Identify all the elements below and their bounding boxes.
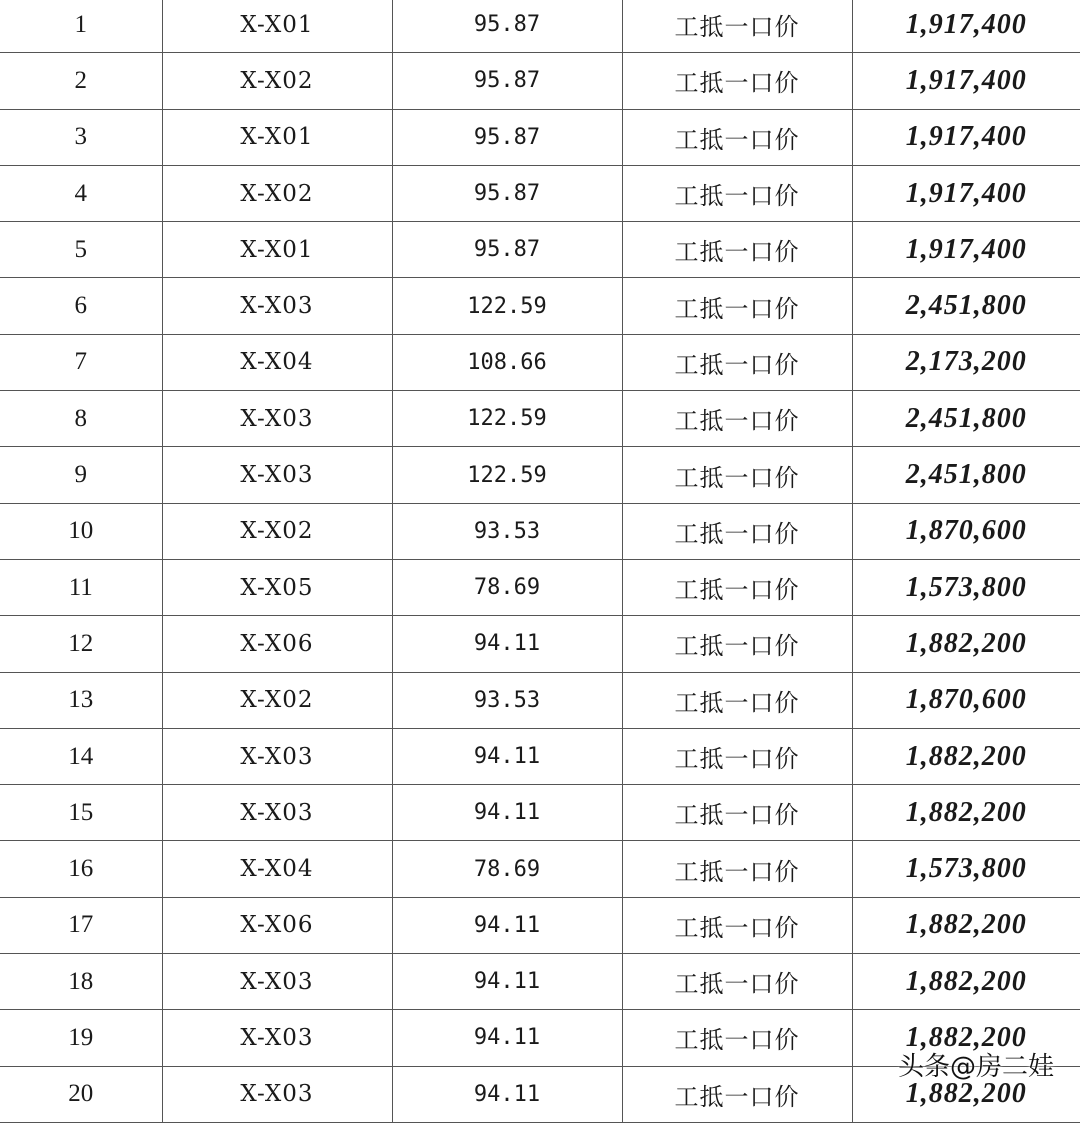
row-number-cell: 11	[0, 559, 162, 615]
sale-type-cell: 工抵一口价	[622, 728, 852, 784]
area-cell: 95.87	[392, 165, 622, 221]
table-row	[0, 334, 1080, 390]
price-cell: 1,917,400	[852, 53, 1080, 109]
price-cell: 1,870,600	[852, 503, 1080, 559]
sale-type-cell: 工抵一口价	[622, 165, 852, 221]
unit-code-cell: X-X06	[162, 616, 392, 672]
price-cell: 1,573,800	[852, 841, 1080, 897]
table-row	[0, 559, 1080, 615]
row-number-cell: 15	[0, 785, 162, 841]
row-number-cell: 6	[0, 278, 162, 334]
price-cell: 1,882,200	[852, 1010, 1080, 1066]
row-number-cell: 1	[0, 0, 162, 53]
table-row	[0, 278, 1080, 334]
area-cell: 108.66	[392, 334, 622, 390]
price-cell: 1,917,400	[852, 165, 1080, 221]
unit-code-cell: X-X02	[162, 503, 392, 559]
sale-type-cell: 工抵一口价	[622, 954, 852, 1010]
area-cell: 95.87	[392, 109, 622, 165]
price-cell: 2,451,800	[852, 391, 1080, 447]
price-cell: 1,882,200	[852, 954, 1080, 1010]
unit-code-cell: X-X06	[162, 897, 392, 953]
unit-code-cell: X-X04	[162, 334, 392, 390]
unit-code-cell: X-X03	[162, 954, 392, 1010]
area-cell: 94.11	[392, 897, 622, 953]
sale-type-cell: 工抵一口价	[622, 616, 852, 672]
row-number-cell: 8	[0, 391, 162, 447]
unit-code-cell: X-X03	[162, 785, 392, 841]
sale-type-cell: 工抵一口价	[622, 109, 852, 165]
unit-code-cell: X-X01	[162, 109, 392, 165]
row-number-cell: 5	[0, 222, 162, 278]
unit-code-cell: X-X01	[162, 0, 392, 53]
table-row	[0, 503, 1080, 559]
area-cell: 95.87	[392, 53, 622, 109]
row-number-cell: 13	[0, 672, 162, 728]
area-cell: 93.53	[392, 503, 622, 559]
area-cell: 93.53	[392, 672, 622, 728]
price-cell: 2,451,800	[852, 447, 1080, 503]
sale-type-cell: 工抵一口价	[622, 0, 852, 53]
table-row	[0, 165, 1080, 221]
sale-type-cell: 工抵一口价	[622, 1066, 852, 1122]
unit-code-cell: X-X02	[162, 165, 392, 221]
area-cell: 78.69	[392, 841, 622, 897]
row-number-cell: 16	[0, 841, 162, 897]
unit-code-cell: X-X02	[162, 672, 392, 728]
sale-type-cell: 工抵一口价	[622, 222, 852, 278]
table-row	[0, 728, 1080, 784]
row-number-cell: 4	[0, 165, 162, 221]
area-cell: 95.87	[392, 0, 622, 53]
price-cell: 1,870,600	[852, 672, 1080, 728]
table-row	[0, 0, 1080, 53]
sale-type-cell: 工抵一口价	[622, 503, 852, 559]
row-number-cell: 20	[0, 1066, 162, 1122]
area-cell: 94.11	[392, 1010, 622, 1066]
unit-code-cell: X-X05	[162, 559, 392, 615]
sale-type-cell: 工抵一口价	[622, 391, 852, 447]
area-cell: 94.11	[392, 728, 622, 784]
unit-code-cell: X-X03	[162, 278, 392, 334]
price-cell: 1,882,200	[852, 728, 1080, 784]
sale-type-cell: 工抵一口价	[622, 785, 852, 841]
sale-type-cell: 工抵一口价	[622, 841, 852, 897]
watermark: 头条@房二娃	[897, 1052, 1054, 1082]
price-cell: 1,573,800	[852, 559, 1080, 615]
price-cell: 1,882,200	[852, 785, 1080, 841]
sale-type-cell: 工抵一口价	[622, 53, 852, 109]
row-number-cell: 7	[0, 334, 162, 390]
price-cell: 1,882,200	[852, 897, 1080, 953]
sale-type-cell: 工抵一口价	[622, 672, 852, 728]
area-cell: 122.59	[392, 391, 622, 447]
table-row	[0, 785, 1080, 841]
area-cell: 94.11	[392, 954, 622, 1010]
sale-type-cell: 工抵一口价	[622, 334, 852, 390]
sale-type-cell: 工抵一口价	[622, 1010, 852, 1066]
unit-code-cell: X-X03	[162, 1066, 392, 1122]
area-cell: 94.11	[392, 785, 622, 841]
table-row	[0, 672, 1080, 728]
table-row	[0, 222, 1080, 278]
area-cell: 122.59	[392, 278, 622, 334]
row-number-cell: 3	[0, 109, 162, 165]
table-row	[0, 391, 1080, 447]
area-cell: 122.59	[392, 447, 622, 503]
area-cell: 94.11	[392, 616, 622, 672]
row-number-cell: 19	[0, 1010, 162, 1066]
table-row	[0, 841, 1080, 897]
row-number-cell: 14	[0, 728, 162, 784]
price-cell: 1,917,400	[852, 0, 1080, 53]
table-row	[0, 109, 1080, 165]
table-row	[0, 897, 1080, 953]
sale-type-cell: 工抵一口价	[622, 559, 852, 615]
unit-code-cell: X-X02	[162, 53, 392, 109]
price-cell: 2,173,200	[852, 334, 1080, 390]
row-number-cell: 12	[0, 616, 162, 672]
area-cell: 94.11	[392, 1066, 622, 1122]
price-cell: 1,917,400	[852, 109, 1080, 165]
sale-type-cell: 工抵一口价	[622, 447, 852, 503]
row-number-cell: 17	[0, 897, 162, 953]
price-cell: 1,882,200	[852, 616, 1080, 672]
price-cell: 1,917,400	[852, 222, 1080, 278]
unit-code-cell: X-X03	[162, 391, 392, 447]
table-row	[0, 616, 1080, 672]
area-cell: 78.69	[392, 559, 622, 615]
price-cell: 1,882,200	[852, 1066, 1080, 1122]
row-number-cell: 9	[0, 447, 162, 503]
table-row	[0, 954, 1080, 1010]
unit-code-cell: X-X03	[162, 1010, 392, 1066]
row-number-cell: 10	[0, 503, 162, 559]
unit-code-cell: X-X04	[162, 841, 392, 897]
sale-type-cell: 工抵一口价	[622, 278, 852, 334]
area-cell: 95.87	[392, 222, 622, 278]
row-number-cell: 2	[0, 53, 162, 109]
unit-code-cell: X-X03	[162, 728, 392, 784]
unit-code-cell: X-X03	[162, 447, 392, 503]
table-row	[0, 53, 1080, 109]
price-cell: 2,451,800	[852, 278, 1080, 334]
row-number-cell: 18	[0, 954, 162, 1010]
table-row	[0, 447, 1080, 503]
sale-type-cell: 工抵一口价	[622, 897, 852, 953]
unit-code-cell: X-X01	[162, 222, 392, 278]
